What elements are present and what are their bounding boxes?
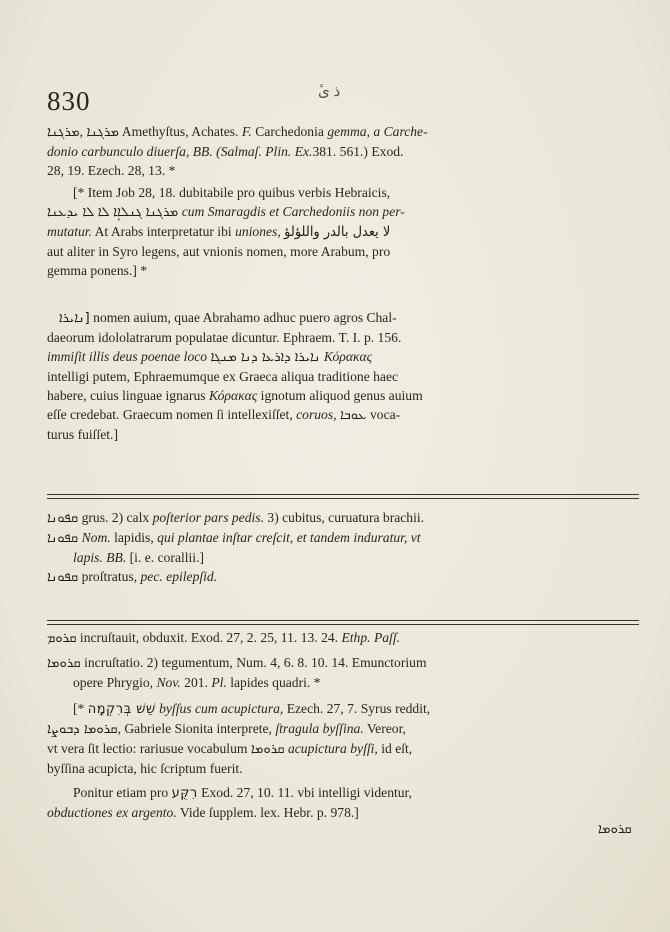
note-text: [* Item Job 28, 18. dubitabile pro quibus verbis Hebraicis, — [73, 185, 391, 200]
gloss: lapidis, — [114, 530, 154, 545]
entry-line — [47, 653, 637, 673]
entry-ponitur — [47, 783, 637, 822]
gloss-italic: donio carbunculo diuerſa, — [47, 144, 190, 159]
hebrew-word: רִקֻּע — [171, 785, 198, 802]
syriac-quote: ܢܐܝܪܐ ܕܐܪܥܐ ܕܢܐ ܡܢܓܐ — [210, 349, 321, 366]
gloss: turus fuiſſet.] — [47, 427, 118, 442]
note-text: Vide ſupplem. lex. Hebr. p. 978.] — [179, 805, 359, 820]
entry-incrustauit — [47, 628, 637, 648]
syriac-word: ܥܘܒܐ — [339, 407, 367, 424]
greek-word: Κόρακας — [323, 349, 373, 364]
entry-line — [47, 548, 637, 567]
note-text: At Arabs interpretatur ibi — [94, 224, 232, 239]
syriac-headword: ܩܦܘܢܐ — [47, 569, 79, 586]
note-italic: ſtragula byſſina. — [275, 721, 364, 736]
note-line — [47, 803, 637, 822]
syriac-word: ܓܢܠܐܸܐ — [113, 204, 143, 221]
note-text: id eſt, — [381, 741, 413, 756]
arabic-text: لا يعدل بالدر واللؤلؤ — [284, 224, 391, 241]
note-line — [47, 183, 637, 202]
note-line — [47, 202, 637, 222]
hebrew-word: שֵׁשׁ בְּרִקְמָה — [87, 701, 156, 718]
gloss: proſtratus, — [81, 569, 138, 584]
entry-text — [47, 122, 637, 180]
gloss-italic: Pl. — [211, 675, 227, 690]
gloss: Carchedonia — [255, 124, 324, 139]
gloss: intelligi putem, Ephraemumque ex Graeca aliqua traditione haec — [47, 369, 399, 384]
syriac-word: ܩܪܘܡܐ ܕܒܘܨܐ — [47, 721, 118, 738]
entry-line — [47, 386, 637, 405]
source-abbr: F. — [241, 124, 252, 139]
note-italic: acupictura byſſi, — [287, 741, 378, 756]
gloss: ignotum aliquod genus auium — [260, 388, 423, 403]
syriac-headword: [ܢܐܝܪܐ — [59, 310, 90, 327]
note-text: Ponitur etiam pro — [73, 785, 169, 800]
entry-birds — [47, 308, 637, 444]
note-text: aut aliter in Syro legens, aut vnionis nomen, more Arabum, pro — [47, 244, 391, 259]
gloss: nomen auium, quae Abrahamo adhuc puero agros Chal- — [93, 310, 397, 325]
syriac-headword: ܩܦܘܢܐ — [47, 530, 79, 547]
entry-incrustatio — [47, 653, 637, 692]
citation: 28, 19. Ezech. 28, 13. * — [47, 163, 176, 178]
entry-line — [47, 347, 637, 367]
gloss-italic: gemma, a Carche- — [327, 124, 428, 139]
separator: , — [79, 124, 84, 139]
note-line — [47, 261, 637, 280]
entry-line — [47, 628, 637, 648]
entry-grus — [47, 508, 637, 587]
entry-amethystus — [47, 122, 637, 180]
gloss: incruſtatio. 2) tegumentum, Num. 4, 6. 8. 10. 14. Emunctorium — [84, 655, 427, 670]
note-text: Vereor, — [366, 721, 406, 736]
gloss-italic: coruos, — [296, 407, 337, 422]
note-line — [47, 719, 637, 739]
note-text: , Gabriele Sionita interprete, — [117, 721, 272, 736]
note-italic: byſſus cum acupictura, — [159, 701, 284, 716]
gloss-italic: lapis. BB. — [73, 550, 127, 565]
catchword: ܩܪܘܡܐ — [598, 821, 632, 838]
note-line — [47, 242, 637, 261]
note-line — [47, 222, 637, 242]
syriac-word: ܠܐ — [97, 204, 110, 221]
source-abbr: BB. — [192, 144, 213, 159]
note-text: Ezech. 27, 7. Syrus reddit, — [286, 701, 431, 716]
note-italic: uniones, — [235, 224, 281, 239]
syriac-headword: ܩܪܘܡܐ — [47, 655, 81, 672]
running-head: ٔذ ى — [318, 84, 341, 100]
greek-word: Κόρακας — [208, 388, 258, 403]
gloss: daeorum idololatrarum populatae dicuntur. Ephraem. T. I. p. 156. — [47, 330, 402, 345]
entry-line — [47, 405, 637, 425]
entry-line — [47, 425, 637, 444]
gloss-italic: qui plantae inſtar creſcit, et tandem induratur, vt — [157, 530, 421, 545]
entry-ezech-note — [47, 699, 637, 778]
gloss: 3) cubitus, curuatura brachii. — [267, 510, 425, 525]
gloss: lapides quadri. * — [230, 675, 321, 690]
gloss: eſſe credebat. Graecum nomen ſi intellexiſſet, — [47, 407, 293, 422]
citation: (Salmaſ. Plin. Ex. — [216, 144, 313, 159]
note-text: [* — [73, 701, 85, 716]
gloss: Amethyſtus, Achates. — [121, 124, 239, 139]
gloss: opere Phrygio, — [73, 675, 154, 690]
section-rule — [47, 494, 639, 499]
entry-line — [47, 673, 637, 692]
gloss: habere, cuius linguae ignarus — [47, 388, 206, 403]
note-text: gemma ponens.] * — [47, 263, 148, 278]
entry-line — [47, 367, 637, 386]
note-line — [47, 783, 637, 803]
gloss-italic: pec. epilepſid. — [140, 569, 218, 584]
entry-line — [47, 308, 637, 328]
entry-job-note — [47, 183, 637, 280]
gloss: voca- — [369, 407, 401, 422]
gloss-italic: Ethp. Paſſ. — [341, 630, 400, 645]
syriac-word: ܩܪܘܡܐ — [250, 741, 285, 758]
gloss: 201. — [184, 675, 208, 690]
entry-line — [47, 508, 637, 528]
note-text: byſſina acupicta, hic ſcriptum fuerit. — [47, 761, 243, 776]
entry-line — [47, 567, 637, 587]
gloss: grus. 2) calx — [81, 510, 150, 525]
gloss-italic: Nom. — [81, 530, 111, 545]
entry-line — [47, 528, 637, 548]
note-text: Exod. 27, 10. 11. vbi intelligi videntur, — [201, 785, 412, 800]
entry-line — [47, 328, 637, 347]
note-italic: mutatur. — [47, 224, 92, 239]
note-text: vt vera ſit lectio: rariusue vocabulum — [47, 741, 248, 756]
gloss: [i. e. corallii.] — [129, 550, 205, 565]
note-italic: obductiones ex argento. — [47, 805, 177, 820]
syriac-word: ܠܐ ܝܕܥܢܐ — [47, 204, 95, 221]
note-italic: cum Smaragdis et Carchedoniis non per- — [181, 204, 405, 219]
note-line — [47, 739, 637, 759]
section-rule — [47, 620, 639, 625]
syriac-headword: ܩܪܘܡ — [47, 630, 77, 647]
syriac-headword: ܡܪܓܢܐ — [47, 124, 80, 141]
gloss: incruſtauit, obduxit. Exod. 27, 2. 25, 11. 13. 24. — [79, 630, 339, 645]
citation-numbers: 381. 561.) Exod. — [312, 144, 404, 159]
note-line — [47, 699, 637, 719]
gloss-italic: Nov. — [156, 675, 181, 690]
quote-italic: immiſit illis deus poenae loco — [47, 349, 208, 364]
syriac-headword: ܡܪܓܢܐ — [86, 124, 120, 141]
note-line — [47, 759, 637, 778]
syriac-word: ܡܪܓܢܐ — [145, 204, 179, 221]
page-number: 830 — [47, 86, 91, 116]
gloss-italic: poſterior pars pedis. — [152, 510, 264, 525]
syriac-headword: ܩܦܘܢܐ — [47, 510, 79, 527]
